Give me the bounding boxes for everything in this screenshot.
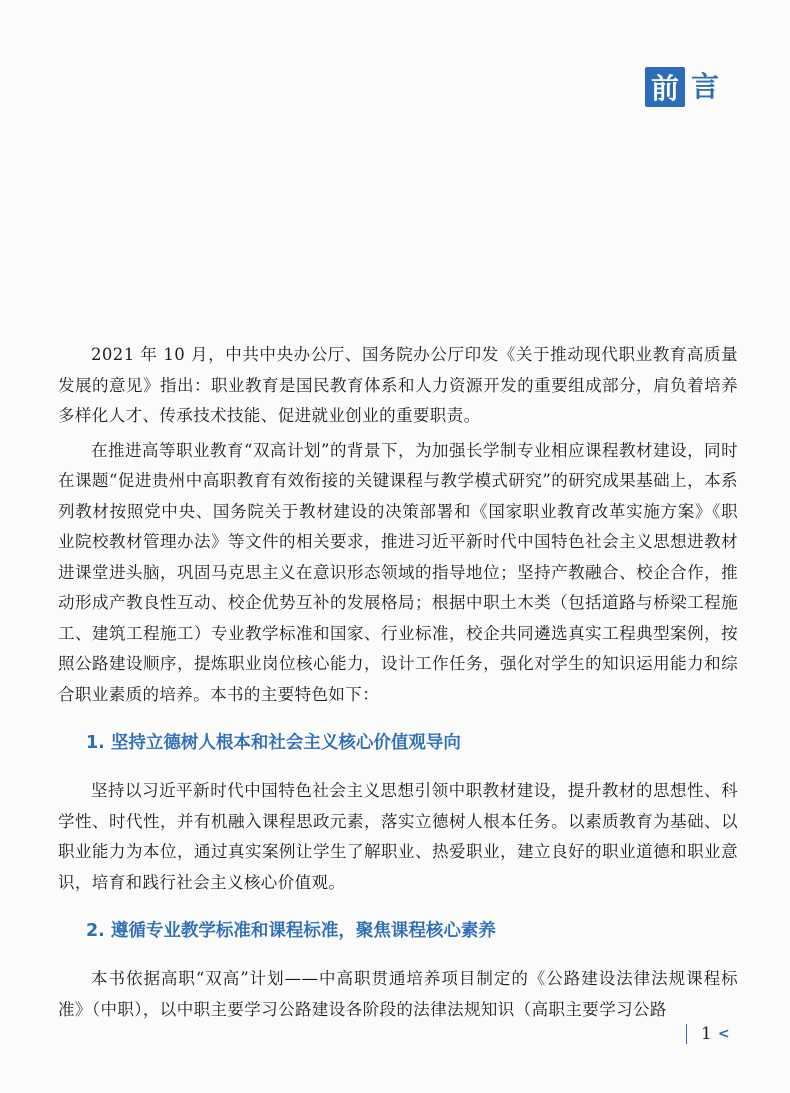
section-heading-1: 1. 坚持立德树人根本和社会主义核心价值观导向 — [86, 733, 461, 753]
title-highlight-box: 前 — [645, 67, 685, 107]
paragraph-2: 在推进高等职业教育“双高计划”的背景下，为加强长学制专业相应课程教材建设，同时在课题“促进贵州中高职教育有效衔接的关键课程与教学模式研究”的研究成果基础上，本系列教材按照党中央、国务院关于教材建设的决策部署和《国家职业教育改革实施方案》《职业院校教材管理办法》等文件的相关要求，推进习近平新时代中国特色社会主义思想进教材进课堂进头脑，巩固马克思主义在意识形态领域的指导地位；坚持产教融合、校企合作，推动形成产教良性互动、校企优势互补的发展格局；根据中职土木类（包括道路与桥梁工程施工、建筑工程施工）专业教学标准和国家、行业标准，校企共同遴选真实工程典型案例，按照公路建设顺序，提炼职业岗位核心能力，设计工作任务，强化对学生的知识运用能力和综合职业素质的培养。本书的主要特色如下： — [58, 440, 738, 704]
title-text: 言 — [691, 70, 720, 103]
section-heading-2: 2. 遵循专业教学标准和课程标准，聚焦课程核心素养 — [86, 921, 496, 941]
paragraph-4: 本书依据高职“双高”计划——中高职贯通培养项目制定的《公路建设法律法规课程标准》（中职），以中职主要学习公路建设各阶段的法律法规知识（高职主要学习公路 — [58, 969, 738, 1019]
page-title — [645, 67, 719, 107]
paragraph-3: 坚持以习近平新时代中国特色社会主义思想引领中职教材建设，提升教材的思想性、科学性、时代性，并有机融入课程思政元素，落实立德树人根本任务。以素质教育为基础、以职业能力为本位，通过真实案例让学生了解职业、热爱职业，建立良好的职业道德和职业意识，培育和践行社会主义核心价值观。 — [58, 781, 738, 892]
document-body — [58, 340, 738, 1029]
paragraph-1: 2021 年 10 月，中共中央办公厅、国务院办公厅印发《关于推动现代职业教育高质量发展的意见》指出：职业教育是国民教育体系和人力资源开发的重要组成部分，肩负着培养多样化人才、传承技术技能、促进就业创业的重要职责。 — [58, 345, 738, 425]
arrow-left-icon: < — [717, 1026, 730, 1042]
footer-divider — [686, 1024, 687, 1044]
page-footer — [686, 1024, 730, 1044]
page-number: 1 — [701, 1024, 712, 1044]
